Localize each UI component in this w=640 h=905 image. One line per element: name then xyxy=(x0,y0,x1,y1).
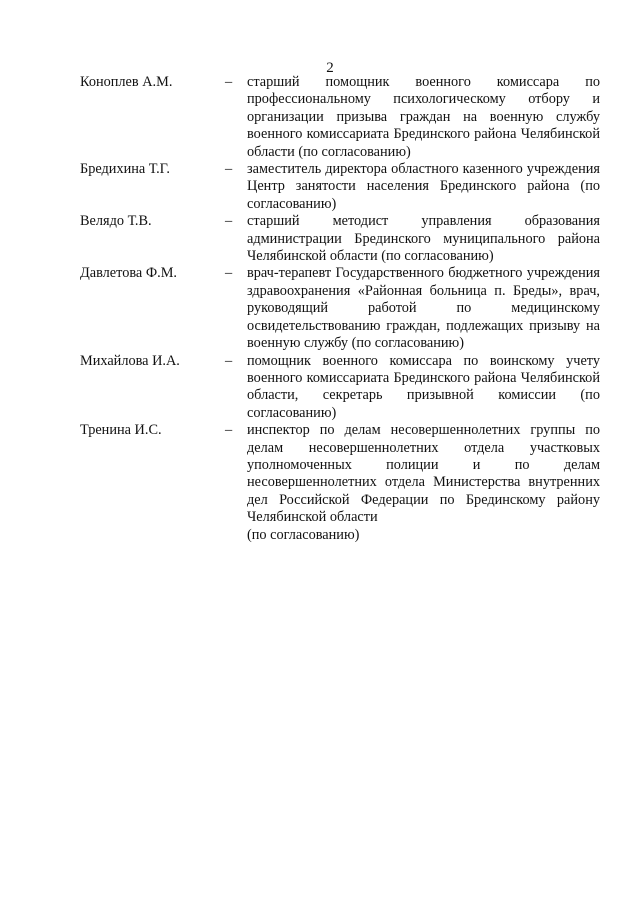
member-name: Коноплев А.М. xyxy=(80,74,173,90)
member-dash: – xyxy=(225,265,233,282)
member-entry xyxy=(80,213,600,265)
commission-members-list xyxy=(80,74,600,544)
member-entry xyxy=(80,265,600,352)
member-entry xyxy=(80,161,600,213)
member-name: Велядо Т.В. xyxy=(80,213,152,230)
page-number: 2 xyxy=(326,60,334,76)
member-dash: – xyxy=(225,161,233,178)
member-name: Бредихина Т.Г. xyxy=(80,161,170,178)
member-entry xyxy=(80,422,600,544)
member-name: Тренина И.С. xyxy=(80,422,162,439)
member-dash: – xyxy=(225,213,233,230)
member-description: инспектор по делам несовершеннолетних группы по делам несовершеннолетних отдела участковых уполномоченных полиции и по делам несовершеннолетних отдела Министерства внутренних дел Российской Федерации по Брединскому району Челябинской области (по согласованию) xyxy=(247,422,600,543)
member-dash: – xyxy=(225,352,233,369)
member-description: старший помощник военного комиссара по профессиональному психологическому отбору и организации призыва граждан на военную службу военного комиссариата Брединского района Челябинской области (по согласованию) xyxy=(247,74,600,160)
member-entry xyxy=(80,353,600,423)
member-description: заместитель директора областного казенного учреждения Центр занятости населения Брединского района (по согласованию) xyxy=(247,161,600,212)
member-description: старший методист управления образования администрации Брединского муниципального района Челябинской области (по согласованию) xyxy=(247,213,600,265)
member-description: врач-терапевт Государственного бюджетного учреждения здравоохранения «Районная больница п. Бреды», врач, руководящий работой по медицинскому освидетельствованию граждан, подлежащих призыву на военную службу (по согласованию) xyxy=(247,265,600,352)
member-name: Михайлова И.А. xyxy=(80,352,180,369)
member-dash: – xyxy=(225,422,233,439)
member-description: помощник военного комиссара по воинскому учету военного комиссариата Брединского района Челябинской области, секретарь призывной комиссии (по согласованию) xyxy=(247,352,600,421)
member-entry xyxy=(80,74,600,161)
member-dash: – xyxy=(225,74,233,90)
member-name: Давлетова Ф.М. xyxy=(80,265,177,282)
